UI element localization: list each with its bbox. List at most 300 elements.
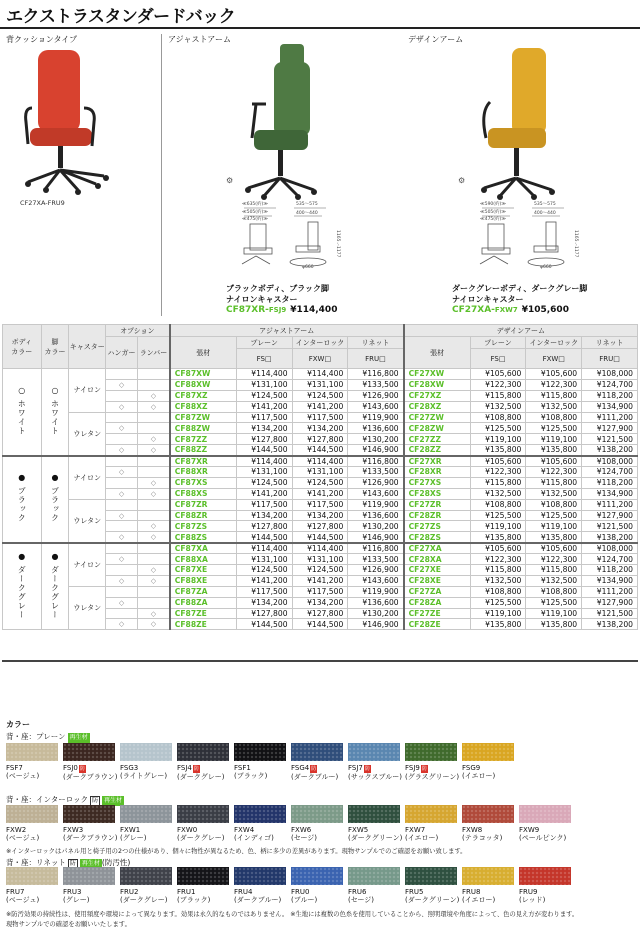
design-plain-price: ¥105,600 xyxy=(470,456,526,467)
adjust-model-code: CF88XE xyxy=(170,575,236,586)
design-interlock-price: ¥135,800 xyxy=(526,619,582,630)
table-row xyxy=(3,499,638,510)
swatch-label xyxy=(177,764,224,781)
swatch-name: (ダークブラウン) xyxy=(63,773,118,781)
design-interlock-price: ¥115,800 xyxy=(526,565,582,576)
swatch-code: FRU5 xyxy=(405,888,424,896)
adjust-interlock-price: ¥141,200 xyxy=(292,401,348,412)
lumbar-option-cell xyxy=(138,379,170,390)
swatch-name: (テラコッタ) xyxy=(462,834,503,842)
design-renet-price: ¥127,900 xyxy=(582,597,638,608)
design-renet-price: ¥124,700 xyxy=(582,379,638,390)
design-renet-price: ¥108,000 xyxy=(582,456,638,467)
swatch-label xyxy=(120,764,167,780)
swatch-label xyxy=(348,888,374,904)
dim-depth3: ≪475(約)≫ xyxy=(480,217,507,222)
plain-color-label: 背・座：プレーン 再生材 xyxy=(6,732,88,741)
color-swatch xyxy=(63,867,115,885)
antifouling-flag: 防 xyxy=(193,766,199,772)
design-model-code: CF27XE xyxy=(404,565,470,576)
design-renet-price: ¥108,000 xyxy=(582,369,638,380)
swatch-code: FRU0 xyxy=(291,888,310,896)
swatch-label xyxy=(177,888,210,904)
product-suffix: FSJ9 xyxy=(268,306,287,314)
hanger-option-cell xyxy=(105,434,137,445)
swatch-label xyxy=(405,888,459,904)
header-renet-code: FRU□ xyxy=(348,349,404,369)
adjust-model-code: CF87XR xyxy=(170,456,236,467)
swatch-code: FXW9 xyxy=(519,826,540,834)
swatch-name: (ダークブラウン) xyxy=(63,834,118,842)
design-renet-price: ¥124,700 xyxy=(582,554,638,565)
design-model-code: CF27ZW xyxy=(404,412,470,423)
product-code: CF87XR- xyxy=(226,305,269,315)
design-interlock-price: ¥108,800 xyxy=(526,499,582,510)
design-plain-price: ¥115,800 xyxy=(470,390,526,401)
swatch-code: FXW3 xyxy=(63,826,84,834)
swatch-label xyxy=(405,826,438,842)
table-row xyxy=(3,543,638,554)
swatch-name: (ダークグレー) xyxy=(120,896,168,904)
swatch-name: (サックスブルー) xyxy=(348,773,402,781)
header-body-color: ボディ カラー xyxy=(3,325,42,369)
adjust-interlock-price: ¥114,400 xyxy=(292,369,348,380)
adjust-model-code: CF88XS xyxy=(170,488,236,499)
table-row xyxy=(3,412,638,423)
chair-image-cushion xyxy=(18,46,114,196)
color-swatch xyxy=(6,805,58,823)
body-color-label: ● ダークグレー xyxy=(17,551,27,620)
interlock-note: ※インターロックはパネル用と椅子用の2つの仕様があり、個々に物性が異なるため、色、柄に多少の差異があります。現物サンプルでのご確認をお願い致します。 xyxy=(6,848,467,855)
design-renet-price: ¥138,200 xyxy=(582,619,638,630)
header-interlock: インターロック xyxy=(526,337,582,349)
design-plain-price: ¥119,100 xyxy=(470,434,526,445)
header-renet-code: FRU□ xyxy=(582,349,638,369)
product-suffix: FXW7 xyxy=(494,306,518,314)
leg-color-label: ● ダークグレー xyxy=(50,551,60,620)
adjust-renet-price: ¥143,600 xyxy=(348,575,404,586)
swatch-code: FSJ0 xyxy=(63,764,78,772)
adjust-plain-price: ¥144,500 xyxy=(236,445,292,456)
adjust-interlock-price: ¥124,500 xyxy=(292,477,348,488)
caption-design xyxy=(452,283,587,316)
footnote-1: ※防汚効果の持続性は、使用頻度や環境によって異なります。効果は永久的なものではありません。 ※生地には複数の色糸を使用していることから、照明環境や角度によって、色の見え方が変わります。 xyxy=(6,911,579,918)
color-swatch xyxy=(120,867,172,885)
adjust-renet-price: ¥146,900 xyxy=(348,445,404,456)
adjust-plain-price: ¥117,500 xyxy=(236,586,292,597)
adjust-renet-price: ¥136,600 xyxy=(348,597,404,608)
antifouling-flag: 防 xyxy=(79,766,85,772)
design-interlock-price: ¥119,100 xyxy=(526,608,582,619)
adjust-renet-price: ¥133,500 xyxy=(348,554,404,565)
dim-base: φ660 xyxy=(302,265,314,270)
dim-height: 1165〜1177 xyxy=(335,230,340,258)
swatch-code: FRU8 xyxy=(462,888,481,896)
lumbar-option-cell xyxy=(138,467,170,478)
lumbar-option-cell xyxy=(138,543,170,554)
adjust-plain-price: ¥144,500 xyxy=(236,619,292,630)
adjust-model-code: CF88XA xyxy=(170,554,236,565)
body-color-label: ○ ホワイト xyxy=(17,386,27,436)
adjust-renet-price: ¥116,800 xyxy=(348,369,404,380)
body-color-label: ● ブラック xyxy=(17,473,27,523)
header-leg-color: 脚 カラー xyxy=(41,325,69,369)
design-plain-price: ¥122,300 xyxy=(470,467,526,478)
design-interlock-price: ¥115,800 xyxy=(526,390,582,401)
color-swatch xyxy=(405,867,457,885)
color-swatch xyxy=(405,805,457,823)
lumbar-option-cell xyxy=(138,586,170,597)
color-swatch xyxy=(234,867,286,885)
price-table-body xyxy=(3,369,638,630)
design-model-code: CF28ZA xyxy=(404,597,470,608)
adjust-interlock-price: ¥124,500 xyxy=(292,390,348,401)
design-plain-price: ¥122,300 xyxy=(470,379,526,390)
price-line xyxy=(226,305,337,316)
swatch-code: FRU7 xyxy=(6,888,25,896)
lumbar-option-cell: ◇ xyxy=(138,477,170,488)
swatch-code: FRU4 xyxy=(234,888,253,896)
dim-depth2: ≪505(約)≫ xyxy=(242,210,269,215)
lumbar-option-cell: ◇ xyxy=(138,532,170,543)
swatch-name: (グレー) xyxy=(63,896,90,904)
header-plain: プレーン xyxy=(470,337,526,349)
hanger-option-cell xyxy=(105,608,137,619)
color-swatch xyxy=(234,805,286,823)
adjust-renet-price: ¥143,600 xyxy=(348,488,404,499)
adjust-interlock-price: ¥131,100 xyxy=(292,554,348,565)
swatch-code: FRU3 xyxy=(63,888,82,896)
antifouling-badge: 防 xyxy=(69,860,76,867)
hanger-option-cell: ◇ xyxy=(105,423,137,434)
swatch-label xyxy=(462,826,502,842)
adjust-model-code: CF87XW xyxy=(170,369,236,380)
header-plain: プレーン xyxy=(236,337,292,349)
adjust-renet-price: ¥143,600 xyxy=(348,401,404,412)
swatch-code: FSG9 xyxy=(462,764,481,772)
swatch-name: (ペールピンク) xyxy=(519,834,567,842)
adjust-plain-price: ¥127,800 xyxy=(236,434,292,445)
design-model-code: CF28ZE xyxy=(404,619,470,630)
adjust-interlock-price: ¥134,200 xyxy=(292,510,348,521)
design-interlock-price: ¥122,300 xyxy=(526,554,582,565)
swatch-code: FXW8 xyxy=(462,826,483,834)
swatch-name: (グラスグリーン) xyxy=(405,773,460,781)
color-swatch xyxy=(462,805,514,823)
interlock-color-label: 背・座：インターロック 防 再生材 xyxy=(6,795,123,804)
design-plain-price: ¥132,500 xyxy=(470,488,526,499)
adjust-model-code: CF88ZW xyxy=(170,423,236,434)
design-plain-price: ¥125,500 xyxy=(470,597,526,608)
adjust-renet-price: ¥119,900 xyxy=(348,412,404,423)
chair-image-adjust xyxy=(234,40,320,200)
design-interlock-price: ¥125,500 xyxy=(526,423,582,434)
design-model-code: CF27ZS xyxy=(404,521,470,532)
color-swatch xyxy=(6,867,58,885)
adjust-renet-price: ¥130,200 xyxy=(348,434,404,445)
design-model-code: CF28XR xyxy=(404,467,470,478)
design-renet-price: ¥127,900 xyxy=(582,423,638,434)
adjust-plain-price: ¥117,500 xyxy=(236,499,292,510)
design-model-code: CF27XS xyxy=(404,477,470,488)
design-plain-price: ¥132,500 xyxy=(470,401,526,412)
lumbar-option-cell: ◇ xyxy=(138,619,170,630)
caption-caster: ナイロンキャスター xyxy=(452,295,524,304)
header-interlock-code: FXW□ xyxy=(526,349,582,369)
swatch-name: (グレー) xyxy=(120,834,147,842)
design-plain-price: ¥119,100 xyxy=(470,521,526,532)
swatch-label xyxy=(405,764,459,781)
recycled-badge: 再生材 xyxy=(69,734,88,741)
adjust-renet-price: ¥130,200 xyxy=(348,608,404,619)
lumbar-option-cell xyxy=(138,412,170,423)
color-swatch xyxy=(177,805,229,823)
design-plain-price: ¥119,100 xyxy=(470,608,526,619)
leg-color-cell xyxy=(41,456,69,543)
dim-width2: 400〜440 xyxy=(534,211,556,216)
dim-depth: ≪635(約)≫ xyxy=(242,202,269,207)
chair-image-design xyxy=(472,40,558,200)
lumbar-option-cell: ◇ xyxy=(138,565,170,576)
adjust-model-code: CF87ZZ xyxy=(170,434,236,445)
swatch-code: FSJ9 xyxy=(405,764,420,772)
lumbar-option-cell xyxy=(138,423,170,434)
design-plain-price: ¥135,800 xyxy=(470,619,526,630)
adjust-model-code: CF87ZS xyxy=(170,521,236,532)
swatch-label xyxy=(6,826,39,842)
adjust-interlock-price: ¥124,500 xyxy=(292,565,348,576)
adjust-model-code: CF88ZA xyxy=(170,597,236,608)
header-renet: リネット xyxy=(348,337,404,349)
adjust-plain-price: ¥131,100 xyxy=(236,379,292,390)
design-renet-price: ¥127,900 xyxy=(582,510,638,521)
header-caster: キャスター xyxy=(69,325,105,369)
swatch-label xyxy=(6,888,39,904)
design-interlock-price: ¥132,500 xyxy=(526,488,582,499)
adjust-plain-price: ¥114,400 xyxy=(236,369,292,380)
swatch-code: FXW0 xyxy=(177,826,198,834)
swatch-name: (ダークブルー) xyxy=(234,896,282,904)
color-swatch xyxy=(120,805,172,823)
design-plain-price: ¥115,800 xyxy=(470,565,526,576)
design-model-code: CF28XZ xyxy=(404,401,470,412)
design-interlock-price: ¥119,100 xyxy=(526,434,582,445)
adjust-plain-price: ¥131,100 xyxy=(236,554,292,565)
adjust-renet-price: ¥126,900 xyxy=(348,565,404,576)
swatch-code: FRU9 xyxy=(519,888,538,896)
adjust-plain-price: ¥117,500 xyxy=(236,412,292,423)
dim-base: φ660 xyxy=(540,265,552,270)
adjust-interlock-price: ¥141,200 xyxy=(292,488,348,499)
hanger-option-cell xyxy=(105,456,137,467)
adjust-model-code: CF88ZR xyxy=(170,510,236,521)
section-label-adjust: アジャストアーム xyxy=(168,35,232,44)
header-interlock-code: FXW□ xyxy=(292,349,348,369)
hanger-option-cell xyxy=(105,521,137,532)
lumbar-option-cell: ◇ xyxy=(138,575,170,586)
caster-cell: ナイロン xyxy=(69,543,105,587)
swatch-label xyxy=(462,764,495,780)
adjust-plain-price: ¥124,500 xyxy=(236,477,292,488)
design-plain-price: ¥135,800 xyxy=(470,445,526,456)
antifouling-flag: 防 xyxy=(364,766,370,772)
adjust-plain-price: ¥114,400 xyxy=(236,456,292,467)
design-model-code: CF27XR xyxy=(404,456,470,467)
body-color-cell xyxy=(3,543,42,630)
adjust-interlock-price: ¥114,400 xyxy=(292,456,348,467)
swatch-name: (ダークグリーン) xyxy=(348,834,403,842)
section-label-design: デザインアーム xyxy=(408,35,464,44)
adjust-interlock-price: ¥117,500 xyxy=(292,412,348,423)
design-model-code: CF28ZW xyxy=(404,423,470,434)
design-model-code: CF27ZE xyxy=(404,608,470,619)
leg-color-cell xyxy=(41,543,69,630)
dim-height: 1165〜1177 xyxy=(573,230,578,258)
header-interlock: インターロック xyxy=(292,337,348,349)
color-swatch xyxy=(6,743,58,761)
swatch-code: FSG4 xyxy=(291,764,310,772)
design-interlock-price: ¥119,100 xyxy=(526,521,582,532)
adjust-model-code: CF87XE xyxy=(170,565,236,576)
header-adjust-arm: アジャストアーム xyxy=(170,325,404,337)
header-material: 張材 xyxy=(170,337,236,369)
swatch-name: (ブルー) xyxy=(291,896,318,904)
hanger-option-cell xyxy=(105,477,137,488)
design-interlock-price: ¥108,800 xyxy=(526,586,582,597)
swatch-code: FXW4 xyxy=(234,826,255,834)
swatch-name: (ライトグレー) xyxy=(120,772,168,780)
hanger-option-cell: ◇ xyxy=(105,575,137,586)
design-renet-price: ¥121,500 xyxy=(582,608,638,619)
design-renet-price: ¥138,200 xyxy=(582,445,638,456)
design-renet-price: ¥124,700 xyxy=(582,467,638,478)
product-code: CF27XA- xyxy=(452,305,495,315)
hanger-option-cell xyxy=(105,369,137,380)
hanger-option-cell xyxy=(105,543,137,554)
design-plain-price: ¥108,800 xyxy=(470,499,526,510)
swatch-label xyxy=(291,764,338,781)
swatch-name: (ブラック) xyxy=(234,772,268,780)
design-interlock-price: ¥132,500 xyxy=(526,401,582,412)
renet-extra: (防汚性) xyxy=(101,858,131,867)
hanger-option-cell xyxy=(105,499,137,510)
swatch-label xyxy=(462,888,495,904)
design-plain-price: ¥135,800 xyxy=(470,532,526,543)
lumbar-option-cell: ◇ xyxy=(138,390,170,401)
color-swatch xyxy=(63,805,115,823)
caster-cell: ウレタン xyxy=(69,499,105,543)
lumbar-option-cell xyxy=(138,597,170,608)
design-renet-price: ¥118,200 xyxy=(582,477,638,488)
design-renet-price: ¥118,200 xyxy=(582,390,638,401)
swatch-label xyxy=(348,826,402,842)
rotation-mark-icon: ⚙ xyxy=(226,176,234,185)
adjust-plain-price: ¥124,500 xyxy=(236,565,292,576)
design-model-code: CF28ZS xyxy=(404,532,470,543)
swatch-name: (インディゴ) xyxy=(234,834,274,842)
adjust-model-code: CF88XW xyxy=(170,379,236,390)
dim-width2: 400〜440 xyxy=(296,211,318,216)
design-interlock-price: ¥105,600 xyxy=(526,456,582,467)
dim-depth2: ≪505(約)≫ xyxy=(480,210,507,215)
design-interlock-price: ¥108,800 xyxy=(526,412,582,423)
color-swatch xyxy=(291,867,343,885)
lumbar-option-cell xyxy=(138,499,170,510)
design-model-code: CF28XW xyxy=(404,379,470,390)
dim-depth: ≪590(約)≫ xyxy=(480,202,507,207)
design-interlock-price: ¥135,800 xyxy=(526,445,582,456)
adjust-plain-price: ¥141,200 xyxy=(236,575,292,586)
color-swatch xyxy=(63,743,115,761)
design-interlock-price: ¥125,500 xyxy=(526,510,582,521)
color-swatch xyxy=(519,867,571,885)
lumbar-option-cell: ◇ xyxy=(138,401,170,412)
hanger-option-cell xyxy=(105,565,137,576)
adjust-renet-price: ¥126,900 xyxy=(348,477,404,488)
swatch-label xyxy=(519,888,545,904)
swatch-label xyxy=(291,888,317,904)
hanger-option-cell: ◇ xyxy=(105,467,137,478)
adjust-renet-price: ¥133,500 xyxy=(348,467,404,478)
adjust-renet-price: ¥136,600 xyxy=(348,423,404,434)
table-end-rule xyxy=(2,660,638,662)
adjust-plain-price: ¥114,400 xyxy=(236,543,292,554)
adjust-interlock-price: ¥141,200 xyxy=(292,575,348,586)
swatch-code: FSG3 xyxy=(120,764,139,772)
swatch-code: FSJ4 xyxy=(177,764,192,772)
colors-heading: カラー xyxy=(6,720,30,729)
lumbar-option-cell xyxy=(138,456,170,467)
design-renet-price: ¥111,200 xyxy=(582,499,638,510)
header-lumbar: ランバー xyxy=(138,337,170,369)
design-model-code: CF27ZZ xyxy=(404,434,470,445)
swatch-code: FRU2 xyxy=(120,888,139,896)
adjust-renet-price: ¥119,900 xyxy=(348,499,404,510)
adjust-interlock-price: ¥127,800 xyxy=(292,521,348,532)
swatch-name: (ダークグレー) xyxy=(177,834,225,842)
design-interlock-price: ¥132,500 xyxy=(526,575,582,586)
header-plain-code: FS□ xyxy=(470,349,526,369)
color-swatch xyxy=(348,743,400,761)
header-material: 張材 xyxy=(404,337,470,369)
design-model-code: CF28XA xyxy=(404,554,470,565)
adjust-interlock-price: ¥134,200 xyxy=(292,423,348,434)
color-swatch xyxy=(177,867,229,885)
price-table xyxy=(2,324,638,630)
antifouling-badge: 防 xyxy=(92,797,99,804)
adjust-plain-price: ¥141,200 xyxy=(236,488,292,499)
swatch-label xyxy=(120,826,146,842)
design-model-code: CF28ZZ xyxy=(404,445,470,456)
hanger-option-cell: ◇ xyxy=(105,554,137,565)
swatch-label xyxy=(63,764,117,781)
design-renet-price: ¥134,900 xyxy=(582,575,638,586)
lumbar-option-cell: ◇ xyxy=(138,434,170,445)
adjust-plain-price: ¥141,200 xyxy=(236,401,292,412)
lumbar-option-cell: ◇ xyxy=(138,521,170,532)
adjust-plain-price: ¥127,800 xyxy=(236,608,292,619)
header-renet: リネット xyxy=(582,337,638,349)
adjust-interlock-price: ¥114,400 xyxy=(292,543,348,554)
color-swatch xyxy=(462,867,514,885)
swatch-name: (レッド) xyxy=(519,896,546,904)
design-model-code: CF28ZR xyxy=(404,510,470,521)
table-row xyxy=(3,586,638,597)
header-hanger: ハンガー xyxy=(105,337,137,369)
dim-width: 535〜575 xyxy=(296,202,318,207)
adjust-model-code: CF87ZW xyxy=(170,412,236,423)
color-swatch xyxy=(348,805,400,823)
